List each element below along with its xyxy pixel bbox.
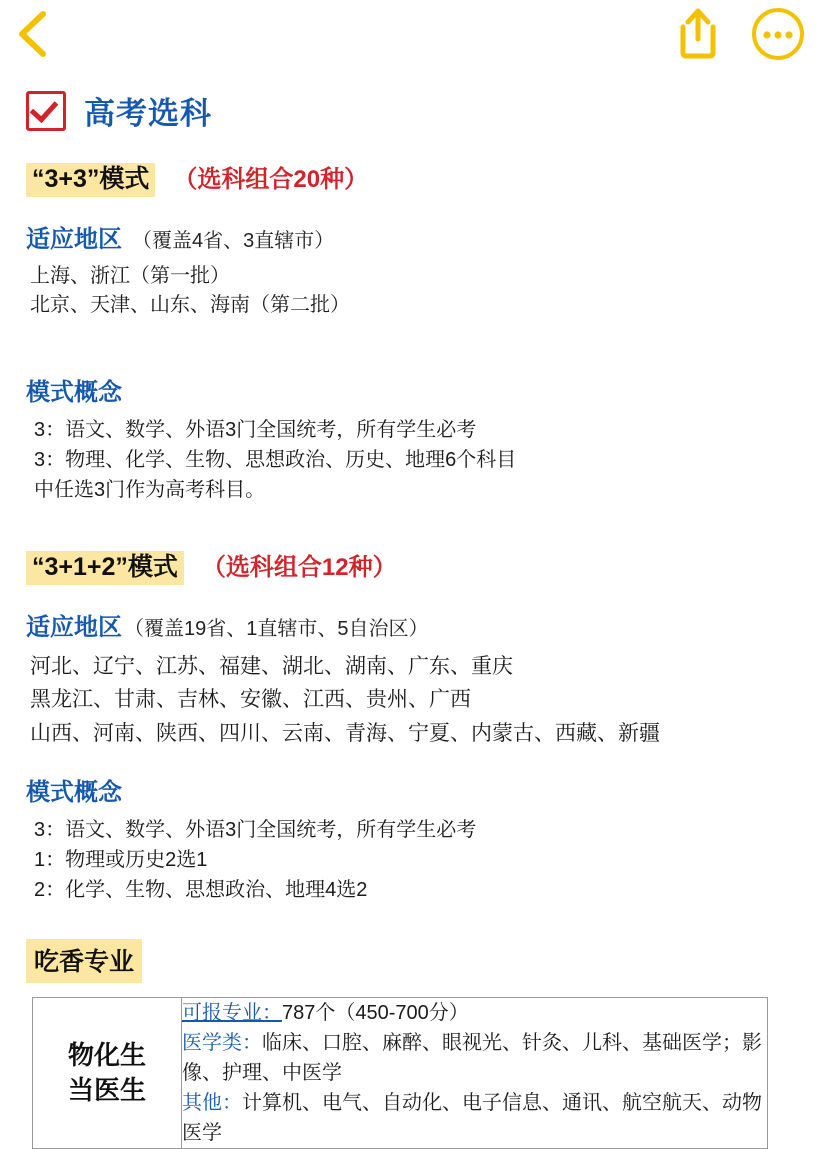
mode-combination-count: （选科组合20种） [173, 166, 369, 193]
concept-text: 语文、数学、外语3门全国统考，所有学生必考 [65, 418, 477, 441]
table-detail-cell [182, 998, 768, 1149]
detail-value: 临床、口腔、麻醉、眼视光、针灸、儿科、基础医学；影像、护理、中医学 [182, 1032, 762, 1085]
category-line-2: 当医生 [67, 1075, 146, 1106]
concept-row [34, 815, 802, 845]
mode-heading [26, 159, 802, 197]
category-line-1: 物化生 [67, 1040, 146, 1071]
concept-list [26, 815, 802, 905]
concept-text: 语文、数学、外语3门全国统考，所有学生必考 [65, 819, 477, 842]
detail-key: 其他： [182, 1092, 242, 1115]
table-row [33, 998, 768, 1149]
popular-heading [26, 939, 802, 983]
concept-row [34, 845, 802, 875]
concept-text: 化学、生物、思想政治、地理4选2 [65, 879, 368, 902]
region-title: 适应地区 [26, 613, 122, 641]
detail-line [182, 1088, 767, 1148]
checkbox-icon [26, 91, 66, 131]
page-title-row [26, 88, 802, 133]
concept-label: 3： [34, 819, 66, 842]
concept-row [34, 415, 802, 445]
mode-heading [26, 547, 802, 585]
concept-row [34, 875, 802, 905]
concept-title: 模式概念 [26, 378, 122, 406]
region-line: 上海、浙江（第一批） [30, 264, 230, 287]
detail-line [182, 1028, 767, 1088]
concept-label: 3： [34, 418, 66, 441]
concept-row [34, 475, 802, 505]
mode-section-2 [26, 547, 802, 906]
concept-text: 中任选3门作为高考科目。 [34, 478, 266, 501]
detail-value: 计算机、电气、自动化、电子信息、通讯、航空航天、动物医学 [182, 1092, 762, 1145]
concept-label: 3： [34, 448, 66, 471]
table-category-cell [33, 998, 182, 1149]
popular-heading-label: 吃香专业 [26, 939, 142, 983]
concept-label: 2： [34, 879, 66, 902]
concept-text: 物理、化学、生物、思想政治、历史、地理6个科目 [65, 448, 517, 471]
detail-line [182, 998, 767, 1028]
spacer [26, 320, 802, 350]
concept-row [34, 445, 802, 475]
region-note: （覆盖19省、1直辖市、5自治区） [124, 617, 429, 640]
more-dots-icon[interactable] [750, 6, 806, 62]
detail-key: 可报专业： [182, 1002, 282, 1025]
concept-list [26, 415, 802, 505]
major-table [32, 997, 768, 1149]
region-line: 河北、辽宁、江苏、福建、湖北、湖南、广东、重庆 [30, 654, 513, 678]
detail-key: 医学类： [182, 1032, 262, 1055]
region-list [26, 650, 802, 751]
mode-name: “3+3”模式 [26, 163, 155, 197]
mode-name: “3+1+2”模式 [26, 551, 184, 585]
region-line: 山西、河南、陕西、四川、云南、青海、宁夏、内蒙古、西藏、新疆 [30, 721, 660, 745]
region-note: （覆盖4省、3直辖市） [132, 229, 335, 252]
region-list [26, 262, 802, 320]
region-title: 适应地区 [26, 225, 122, 253]
concept-label: 1： [34, 849, 66, 872]
mode-combination-count: （选科组合12种） [201, 553, 397, 581]
chevron-left-icon[interactable] [10, 6, 58, 62]
mode-section-1 [26, 159, 802, 505]
document-content [0, 88, 828, 1149]
region-line: 黑龙江、甘肃、吉林、安徽、江西、贵州、广西 [30, 688, 471, 712]
region-heading [26, 219, 802, 254]
concept-title: 模式概念 [26, 779, 122, 807]
detail-value: 787个（450-700分） [282, 1002, 469, 1025]
region-heading [26, 607, 802, 642]
concept-text: 物理或历史2选1 [65, 849, 208, 872]
concept-heading [26, 372, 802, 407]
share-icon[interactable] [672, 6, 724, 60]
page-title: 高考选科 [84, 96, 212, 131]
region-line: 北京、天津、山东、海南（第二批） [30, 293, 350, 316]
concept-heading [26, 772, 802, 807]
top-bar [0, 0, 828, 72]
